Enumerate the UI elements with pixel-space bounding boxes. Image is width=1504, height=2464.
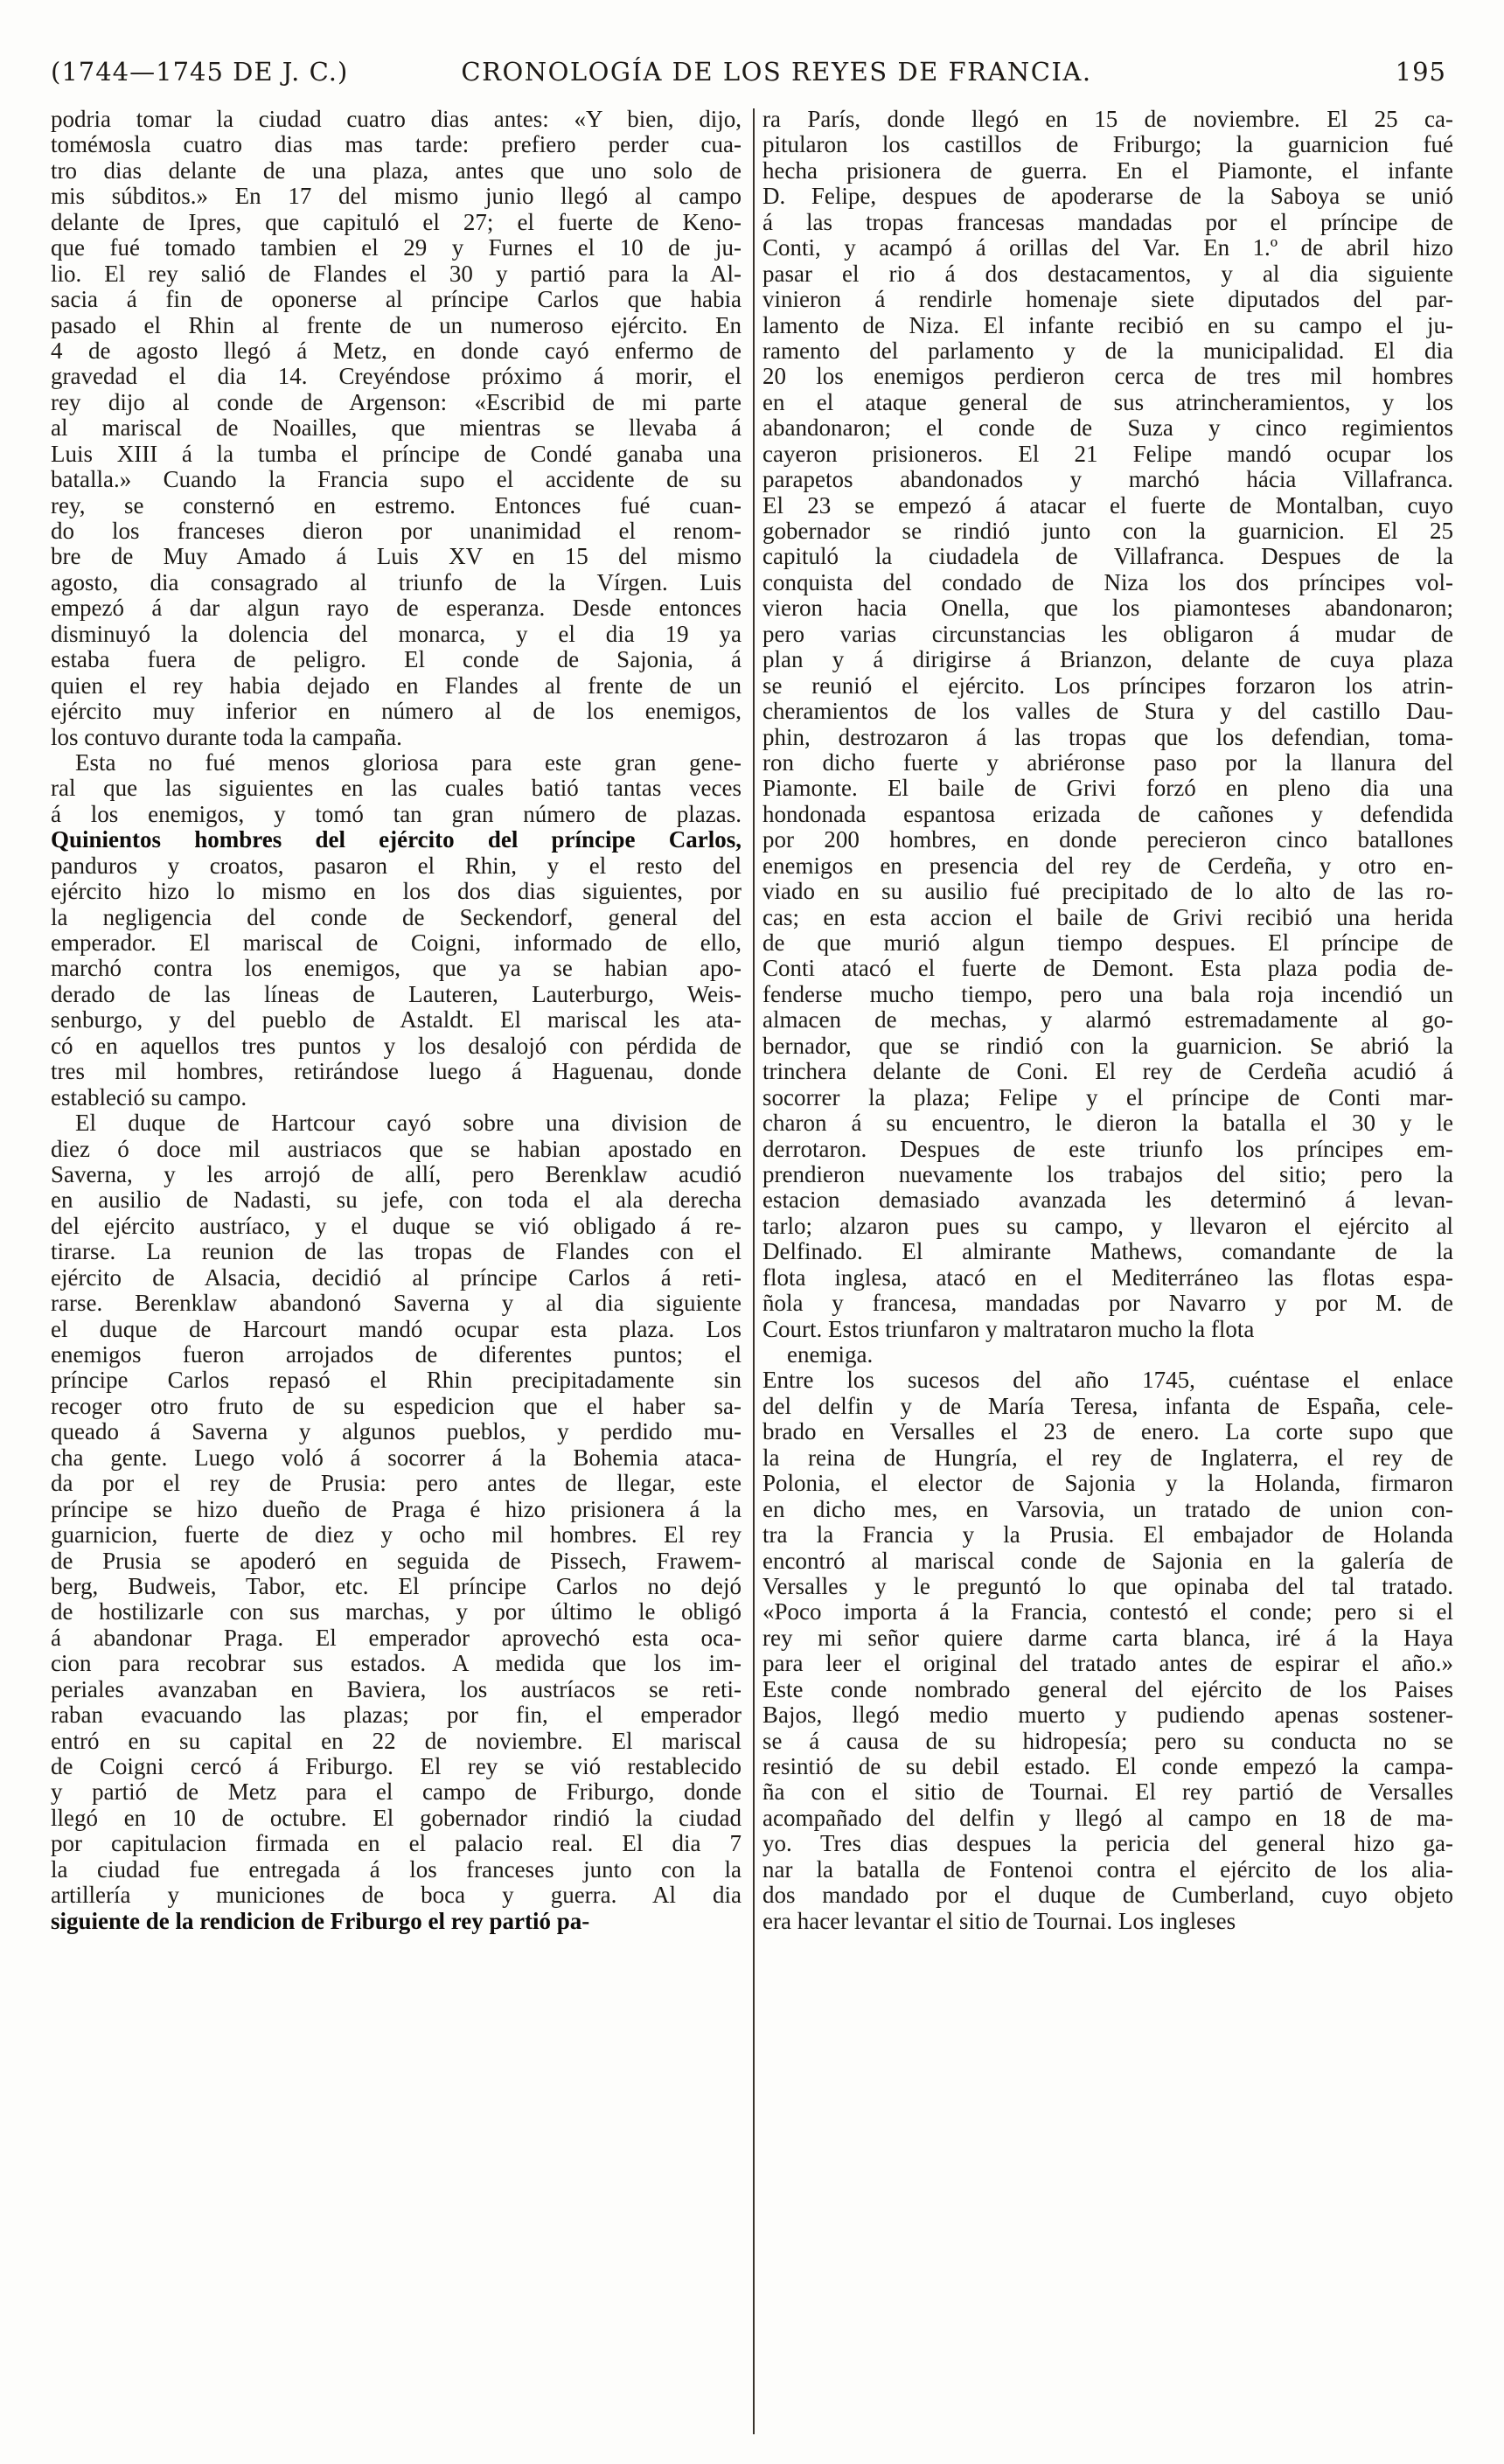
text-line: estaba fuera de peligro. El conde de Sajonia, á: [51, 647, 742, 673]
text-line: tra la Francia y la Prusia. El embajador de Holanda: [762, 1522, 1453, 1549]
text-line: para leer el original del tratado antes de espirar el año.»: [762, 1651, 1453, 1677]
text-line: capituló la ciudadela de Villafranca. Despues de la: [762, 544, 1453, 570]
text-line: bre de Muy Amado á Luis XV en 15 del mismo: [51, 544, 742, 570]
text-line: El duque de Hartcour cayó sobre una division de: [75, 1110, 742, 1137]
text-line: panduros y croatos, pasaron el Rhin, y el resto del: [51, 853, 742, 879]
text-line: era hacer levantar el sitio de Tournai. Los ingleses: [762, 1908, 1236, 1934]
text-line: trinchera delante de Coni. El rey de Cerdeña acudió á: [762, 1059, 1453, 1085]
text-line: del ejército austríaco, y el duque se vió obligado á re-: [51, 1213, 742, 1239]
text-line: agosto, dia consagrado al triunfo de la Vírgen. Luis: [51, 569, 742, 595]
text-line: por capitulacion firmada en el palacio real. El dia 7: [51, 1831, 742, 1857]
text-line: en el ataque general de sus atrincheramientos, y los: [762, 389, 1453, 415]
text-line: parapetos abandonados y marchó hácia Villafranca.: [762, 467, 1453, 493]
text-line: da por el rey de Prusia: pero antes de llegar, este: [51, 1471, 742, 1497]
text-line: enemigos fueron arrojados de diferentes puntos; el: [51, 1342, 742, 1368]
text-line: siguiente de la rendicion de Friburgo el rey partió pa-: [51, 1908, 590, 1934]
text-line: marchó contra los enemigos, que ya se habian apo-: [51, 956, 742, 982]
text-line: recoger otro fruto de su espedicion que el haber sa-: [51, 1393, 742, 1419]
text-line: fenderse mucho tiempo, pero una bala roja incendió un: [762, 981, 1453, 1007]
text-line: Versalles y le preguntó lo que opinaba del tal tratado.: [762, 1573, 1453, 1599]
text-line: «Poco importa á la Francia, contestó el conde; pero si el: [762, 1599, 1453, 1625]
text-line: á abandonar Praga. El emperador aprovechó esta oca-: [51, 1625, 742, 1651]
text-line: Polonia, el elector de Sajonia y la Holanda, firmaron: [762, 1471, 1453, 1497]
text-line: hecha prisionera de guerra. En el Piamonte, el infante: [762, 157, 1453, 184]
text-line: Delfinado. El almirante Mathews, comandante de la: [762, 1239, 1453, 1265]
text-line: por 200 hombres, en donde perecieron cinco batallones: [762, 827, 1453, 853]
text-line: príncipe Carlos repasó el Rhin precipitadamente sin: [51, 1368, 742, 1394]
text-line: rarse. Berenklaw abandonó Saverna y al dia siguiente: [51, 1291, 742, 1317]
text-line: raban evacuando las plazas; por fin, el emperador: [51, 1702, 742, 1729]
text-line: flota inglesa, atacó en el Mediterráneo las flotas espa-: [762, 1264, 1453, 1291]
text-line: periales avanzaban en Baviera, los austríacos se reti-: [51, 1676, 742, 1702]
text-line: pasado el Rhin al frente de un numeroso ejército. En: [51, 312, 742, 338]
text-line: Esta no fué menos gloriosa para este gran gene-: [75, 749, 742, 776]
text-line: toméмosla cuatro dias mas tarde: prefiero perder cua-: [51, 132, 742, 158]
text-line: Luis XIII á la tumba el príncipe de Condé ganaba una: [51, 441, 742, 467]
text-line: yo. Tres dias despues la pericia del general hizo ga-: [762, 1831, 1453, 1857]
text-line: la ciudad fue entregada á los franceses junto con la: [51, 1856, 742, 1883]
text-line: diez ó doce mil austriacos que se habian apostado en: [51, 1136, 742, 1162]
text-line: batalla.» Cuando la Francia supo el accidente de su: [51, 467, 742, 493]
text-line: charon á su encuentro, le dieron la batalla el 30 y le: [762, 1110, 1453, 1137]
text-line: pitularon los castillos de Friburgo; la guarnicion fué: [762, 132, 1453, 158]
text-line: phin, destrozaron á las tropas que los defendian, toma-: [762, 724, 1453, 750]
text-line: delante de Ipres, que capituló el 27; el fuerte de Keno-: [51, 209, 742, 235]
text-line: enemiga.: [787, 1342, 874, 1368]
text-line: estableció su campo.: [51, 1084, 247, 1110]
text-line: Piamonte. El baile de Grivi forzó en pleno dia una: [762, 776, 1453, 802]
text-line: brado en Versalles el 23 de enero. La corte supo que: [762, 1419, 1453, 1445]
text-line: se á causa de su hidropesía; pero su conducta no se: [762, 1728, 1453, 1754]
text-line: El 23 se empezó á atacar el fuerte de Montalban, cuyo: [762, 492, 1453, 519]
text-line: ra París, donde llegó en 15 de noviembre. El 25 ca-: [762, 107, 1453, 132]
text-line: cheramientos de los valles de Stura y del castillo Dau-: [762, 699, 1453, 725]
text-line: á las tropas francesas mandadas por el príncipe de: [762, 209, 1453, 235]
text-line: pasar el rio á dos destacamentos, y al dia siguiente: [762, 261, 1453, 287]
text-line: encontró al mariscal conde de Sajonia en la galería de: [762, 1548, 1453, 1574]
text-line: Entre los sucesos del año 1745, cuéntase el enlace: [762, 1368, 1453, 1394]
text-line: gravedad el dia 14. Creyéndose próximo á morir, el: [51, 364, 742, 390]
text-line: abandonaron; el conde de Suza y cinco regimientos: [762, 415, 1453, 442]
text-line: el duque de Harcourt mandó ocupar esta plaza. Los: [51, 1316, 742, 1342]
text-line: tirarse. La reunion de las tropas de Flandes con el: [51, 1239, 742, 1265]
text-line: príncipe se hizo dueño de Praga é hizo prisionera á la: [51, 1496, 742, 1522]
header-title: CRONOLOGÍA DE LOS REYES DE FRANCIA.: [461, 57, 1092, 87]
text-line: rey, se consternó en estremo. Entonces fué cuan-: [51, 492, 742, 519]
text-line: de Coigni cercó á Friburgo. El rey se vió restablecido: [51, 1754, 742, 1779]
text-line: ramento del parlamento y de la municipalidad. El dia: [762, 338, 1453, 364]
text-line: bernador, que se rindió con la guarnicion. Se abrió la: [762, 1033, 1453, 1059]
text-column-right: [762, 107, 1453, 1934]
text-line: entró en su capital en 22 de noviembre. El mariscal: [51, 1728, 742, 1754]
text-line: ñola y francesa, mandadas por Navarro y por M. de: [762, 1291, 1453, 1317]
text-line: ejército muy inferior en número al de los enemigos,: [51, 699, 742, 725]
text-line: ejército de Alsacia, decidió al príncipe Carlos á reti-: [51, 1264, 742, 1291]
text-line: llegó en 10 de octubre. El gobernador rindió la ciudad: [51, 1805, 742, 1831]
text-line: vieron hacia Onella, que los piamonteses abandonaron;: [762, 595, 1453, 622]
text-line: Saverna, y les arrojó de allí, pero Berenklaw acudió: [51, 1161, 742, 1187]
text-line: viado en su ausilio fué precipitado de lo alto de las ro-: [762, 879, 1453, 905]
text-line: queado á Saverna y algunos pueblos, y perdido mu-: [51, 1419, 742, 1445]
text-line: rey dijo al conde de Argenson: «Escribid de mi parte: [51, 389, 742, 415]
text-line: cayeron prisioneros. El 21 Felipe mandó ocupar los: [762, 441, 1453, 467]
text-line: cion para recobrar sus estados. A medida que los im-: [51, 1651, 742, 1677]
text-line: Conti, y acampó á orillas del Var. En 1.º de abril hizo: [762, 235, 1453, 261]
text-line: disminuyó la dolencia del monarca, y el dia 19 ya: [51, 621, 742, 647]
text-line: pero varias circunstancias les obligaron á mudar de: [762, 621, 1453, 647]
text-line: guarnicion, fuerte de diez y ocho mil hombres. El rey: [51, 1522, 742, 1549]
text-line: D. Felipe, despues de apoderarse de la Saboya se unió: [762, 184, 1453, 210]
text-line: Bajos, llegó medio muerto y pudiendo apenas sostener-: [762, 1702, 1453, 1729]
text-line: de que murió algun tiempo despues. El príncipe de: [762, 930, 1453, 956]
text-line: tro dias delante de una plaza, antes que uno solo de: [51, 157, 742, 184]
text-line: gobernador se rindió junto con la guarnicion. El 25: [762, 519, 1453, 544]
text-line: de Prusia se apoderó en seguida de Pissech, Frawem-: [51, 1548, 742, 1574]
text-line: los contuvo durante toda la campaña.: [51, 724, 402, 750]
text-line: resintió de su debil estado. El conde empezó la campa-: [762, 1754, 1453, 1779]
text-line: se reunió el ejército. Los príncipes forzaron los atrin-: [762, 672, 1453, 699]
text-line: mis súbditos.» En 17 del mismo junio llegó al campo: [51, 184, 742, 210]
text-column-left: [51, 107, 742, 1934]
text-line: senburgo, y del pueblo de Astaldt. El mariscal les ata-: [51, 1007, 742, 1034]
text-line: 4 de agosto llegó á Metz, en donde cayó enfermo de: [51, 338, 742, 364]
text-line: vinieron á rendirle homenaje siete diputados del par-: [762, 287, 1453, 313]
text-line: la reina de Hungría, el rey de Inglaterra, el rey de: [762, 1444, 1453, 1471]
text-line: en dicho mes, en Varsovia, un tratado de union con-: [762, 1496, 1453, 1522]
text-line: Court. Estos triunfaron y maltrataron mucho la flota: [762, 1316, 1255, 1342]
text-line: ron dicho fuerte y abriéronse paso por la llanura del: [762, 749, 1453, 776]
text-line: artillería y municiones de boca y guerra. Al dia: [51, 1883, 742, 1909]
text-line: emperador. El mariscal de Coigni, informado de ello,: [51, 930, 742, 956]
text-line: cas; en esta accion el baile de Grivi recibió una herida: [762, 904, 1453, 930]
text-line: á los enemigos, y tomó tan gran número de plazas.: [51, 801, 742, 827]
text-line: al mariscal de Noailles, que mientras se llevaba á: [51, 415, 742, 442]
text-line: derrotaron. Despues de este triunfo los príncipes em-: [762, 1136, 1453, 1162]
text-line: sacia á fin de oponerse al príncipe Carlos que habia: [51, 287, 742, 313]
text-line: quien el rey habia dejado en Flandes al frente de un: [51, 672, 742, 699]
text-line: en ausilio de Nadasti, su jefe, con toda el ala derecha: [51, 1187, 742, 1214]
text-line: y partió de Metz para el campo de Friburgo, donde: [51, 1779, 742, 1806]
text-line: conquista del condado de Niza los dos príncipes vol-: [762, 569, 1453, 595]
text-line: có en aquellos tres puntos y los desalojó con pérdida de: [51, 1033, 742, 1059]
text-line: 20 los enemigos perdieron cerca de tres mil hombres: [762, 364, 1453, 390]
text-line: prendieron nuevamente los trabajos del sitio; pero la: [762, 1161, 1453, 1187]
text-line: del delfin y de María Teresa, infanta de España, cele-: [762, 1393, 1453, 1419]
running-header: [51, 54, 1446, 101]
text-line: Este conde nombrado general del ejército de los Paises: [762, 1676, 1453, 1702]
text-line: cha gente. Luego voló á socorrer á la Bohemia ataca-: [51, 1444, 742, 1471]
text-line: derado de las líneas de Lauteren, Lauterburgo, Weis-: [51, 981, 742, 1007]
text-line: berg, Budweis, Tabor, etc. El príncipe Carlos no dejó: [51, 1573, 742, 1599]
text-line: tres mil hombres, retirándose luego á Haguenau, donde: [51, 1059, 742, 1085]
text-line: socorrer la plaza; Felipe y el príncipe de Conti mar-: [762, 1084, 1453, 1110]
text-line: enemigos en presencia del rey de Cerdeña, y otro en-: [762, 853, 1453, 879]
text-line: ña con el sitio de Tournai. El rey partió de Versalles: [762, 1779, 1453, 1806]
text-line: ral que las siguientes en las cuales batió tantas veces: [51, 776, 742, 802]
text-line: tarlo; alzaron pues su campo, y llevaron el ejército al: [762, 1213, 1453, 1239]
text-line: rey mi señor quiere darme carta blanca, iré á la Haya: [762, 1625, 1453, 1651]
text-line: estacion demasiado avanzada les determinó á levan-: [762, 1187, 1453, 1214]
text-line: Quinientos hombres del ejército del príncipe Carlos,: [51, 827, 742, 853]
text-line: lio. El rey salió de Flandes el 30 y partió para la Al-: [51, 261, 742, 287]
page-number: 195: [1395, 57, 1446, 87]
text-line: Conti atacó el fuerte de Demont. Esta plaza podia de-: [762, 956, 1453, 982]
text-line: dos mandado por el duque de Cumberland, cuyo objeto: [762, 1883, 1453, 1909]
text-line: empezó á dar algun rayo de esperanza. Desde entonces: [51, 595, 742, 622]
text-line: acompañado del delfin y llegó al campo en 18 de ma-: [762, 1805, 1453, 1831]
text-line: la negligencia del conde de Seckendorf, general del: [51, 904, 742, 930]
text-line: do los franceses dieron por unanimidad el renom-: [51, 519, 742, 544]
header-dates: (1744—1745 DE J. C.): [51, 57, 349, 87]
text-line: lamento de Niza. El infante recibió en su campo el ju-: [762, 312, 1453, 338]
text-line: de hostilizarle con sus marchas, y por último le obligó: [51, 1599, 742, 1625]
column-divider: [753, 108, 755, 2434]
text-line: nar la batalla de Fontenoi contra el ejército de los alia-: [762, 1856, 1453, 1883]
text-line: plan y á dirigirse á Brianzon, delante de cuya plaza: [762, 647, 1453, 673]
text-line: almacen de mechas, y alarmó estremadamente al go-: [762, 1007, 1453, 1034]
text-line: ejército hizo lo mismo en los dos dias siguientes, por: [51, 879, 742, 905]
text-line: podria tomar la ciudad cuatro dias antes: «Y bien, dijo,: [51, 107, 742, 132]
text-line: que fué tomado tambien el 29 y Furnes el 10 de ju-: [51, 235, 742, 261]
text-line: hondonada espantosa erizada de cañones y defendida: [762, 801, 1453, 827]
